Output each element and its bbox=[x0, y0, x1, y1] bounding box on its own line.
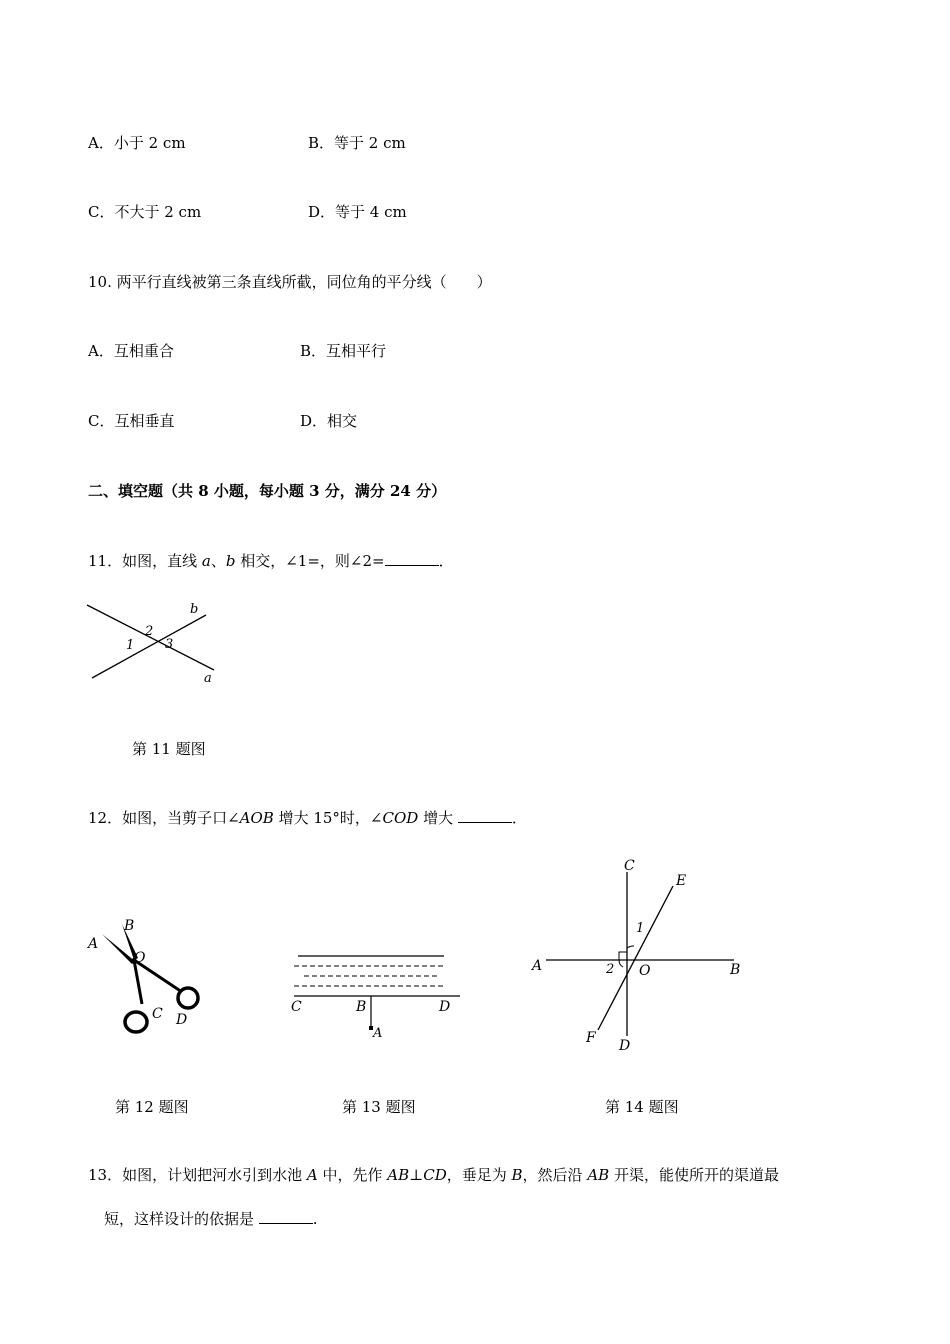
q13-ab-perp-cd: AB⊥CD bbox=[387, 1166, 447, 1184]
q14-label-d: D bbox=[619, 1038, 631, 1054]
q10-option-a: A．互相重合 bbox=[88, 342, 174, 360]
q13-mid3: ，然后沿 bbox=[522, 1166, 588, 1184]
q10-option-b: B．互相平行 bbox=[300, 342, 387, 360]
q13-mid: 中，先作 bbox=[317, 1166, 388, 1184]
q10-stem: 10. 两平行直线被第三条直线所截，同位角的平分线（ ） bbox=[88, 273, 492, 291]
q14-label-a: A bbox=[532, 958, 543, 974]
q11-mid: 相交，∠1=，则∠2= bbox=[235, 552, 385, 570]
q12-label-a: A bbox=[88, 936, 99, 952]
q14-label-e: E bbox=[676, 873, 687, 889]
q9-option-b: B．等于 2 cm bbox=[308, 134, 406, 152]
q9-option-d: D．等于 4 cm bbox=[308, 203, 407, 221]
q11-prefix: 11．如图，直线 bbox=[88, 552, 202, 570]
q14-label-o: O bbox=[639, 963, 651, 979]
q14-right-angle-mark bbox=[619, 952, 627, 960]
q9-option-c: C．不大于 2 cm bbox=[88, 203, 202, 221]
q13-var-ab: AB bbox=[587, 1166, 610, 1184]
q12-ring-d bbox=[178, 988, 198, 1008]
q12-mid: 增大 15°时，∠ bbox=[273, 809, 383, 827]
q9-option-a: A．小于 2 cm bbox=[88, 134, 186, 152]
q14-angle-2-arc bbox=[619, 960, 623, 967]
q12-handle-c bbox=[134, 960, 142, 1004]
q11-caption: 第 11 题图 bbox=[132, 740, 206, 758]
q14-line-ef bbox=[598, 886, 673, 1030]
q13-line2-end: . bbox=[312, 1210, 318, 1228]
section-heading: 二、填空题（共 8 小题，每小题 3 分，满分 24 分） bbox=[88, 482, 447, 500]
q11-stem bbox=[88, 551, 454, 571]
q14-lines-figure bbox=[526, 854, 750, 1054]
q14-label-f: F bbox=[586, 1030, 596, 1046]
q13-answer-blank[interactable] bbox=[259, 1209, 313, 1224]
q13-stem-line2 bbox=[104, 1209, 318, 1229]
q11-var-b: b bbox=[225, 552, 236, 570]
q11-angle-2: 2 bbox=[145, 624, 154, 639]
q10-option-c: C．互相垂直 bbox=[88, 412, 175, 430]
q13-mid2: ，垂足为 bbox=[446, 1166, 512, 1184]
q13-label-d: D bbox=[439, 999, 451, 1015]
q11-end: ． bbox=[438, 552, 454, 570]
q10-option-d: D．相交 bbox=[300, 412, 358, 430]
q12-label-b: B bbox=[124, 918, 135, 934]
q14-label-b: B bbox=[730, 962, 741, 978]
q11-label-a: a bbox=[204, 671, 212, 686]
q14-angle-1-arc bbox=[627, 946, 634, 948]
q11-var-a: a bbox=[201, 552, 211, 570]
q11-angle-1: 1 bbox=[126, 638, 135, 653]
q13-label-b: B bbox=[356, 999, 367, 1015]
q12-stem bbox=[88, 808, 527, 828]
q12-prefix: 12．如图，当剪子口∠ bbox=[88, 809, 240, 827]
q12-aob: AOB bbox=[239, 809, 274, 827]
q13-caption: 第 13 题图 bbox=[342, 1098, 416, 1116]
q14-label-c: C bbox=[624, 858, 635, 874]
q13-line1-end: 开渠，能使所开的渠道最 bbox=[609, 1166, 779, 1184]
q12-end: ． bbox=[511, 809, 527, 827]
q11-label-b: b bbox=[190, 602, 199, 617]
q11-answer-blank[interactable] bbox=[385, 551, 439, 566]
q12-label-c: C bbox=[152, 1006, 163, 1022]
q12-answer-blank[interactable] bbox=[458, 808, 512, 823]
q13-stem-line1 bbox=[88, 1165, 779, 1185]
q11-sep: 、 bbox=[210, 552, 226, 570]
q14-caption: 第 14 题图 bbox=[605, 1098, 679, 1116]
q13-var-b: B bbox=[511, 1166, 523, 1184]
q11-figure bbox=[82, 598, 222, 690]
q13-prefix: 13．如图，计划把河水引到水池 bbox=[88, 1166, 307, 1184]
q12-label-d: D bbox=[176, 1012, 188, 1028]
q13-line2-prefix: 短，这样设计的依据是 bbox=[104, 1210, 259, 1228]
q13-river-figure bbox=[284, 945, 464, 1045]
q14-angle-2: 2 bbox=[606, 962, 615, 977]
q12-scissors-figure bbox=[82, 912, 212, 1042]
q13-label-c: C bbox=[291, 999, 302, 1015]
q12-label-o: O bbox=[134, 950, 146, 966]
q12-cod: COD bbox=[382, 809, 419, 827]
q14-angle-1: 1 bbox=[636, 921, 645, 936]
q12-caption: 第 12 题图 bbox=[115, 1098, 189, 1116]
q12-mid2: 增大 bbox=[418, 809, 458, 827]
q11-angle-3: 3 bbox=[165, 637, 174, 652]
q13-label-a: A bbox=[373, 1026, 383, 1041]
q12-ring-c bbox=[125, 1012, 147, 1032]
q13-var-a: A bbox=[306, 1166, 318, 1184]
